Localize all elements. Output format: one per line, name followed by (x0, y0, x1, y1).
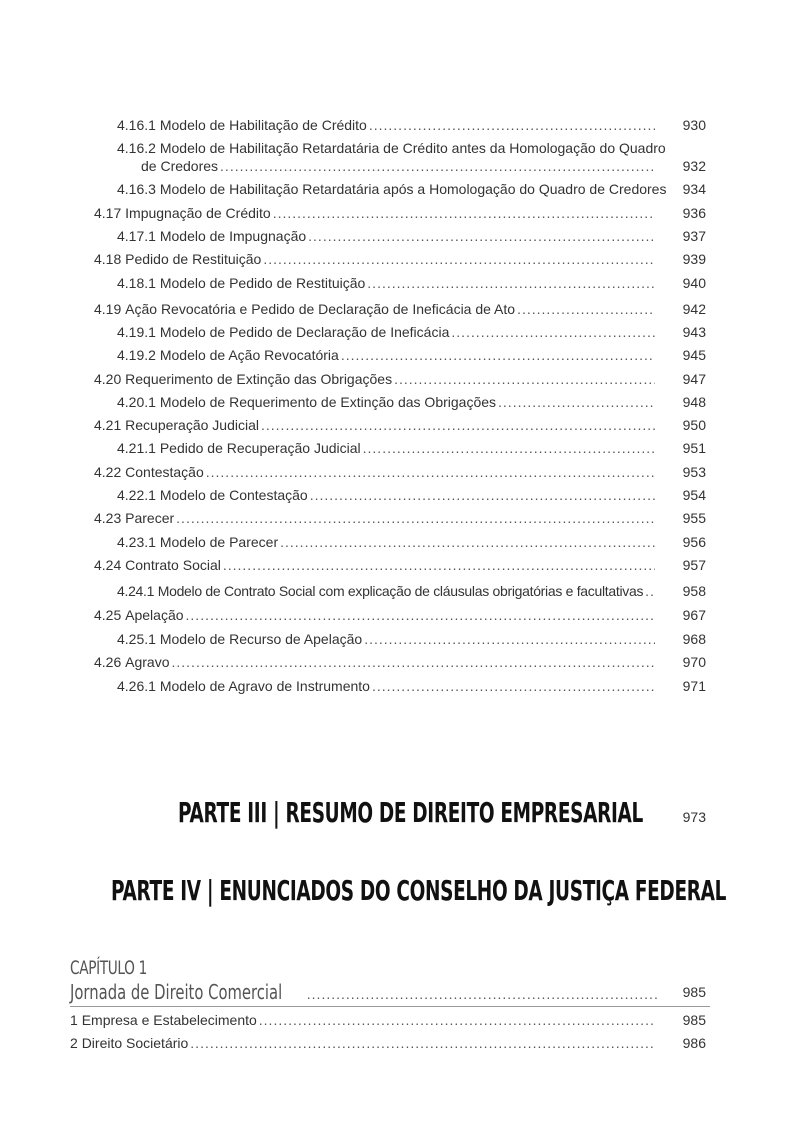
dot-leader (263, 250, 655, 268)
part-heading-page: 973 (682, 809, 706, 825)
chapter-page: 985 (682, 984, 706, 1000)
toc-entry-number: 4.20.1 (117, 394, 156, 410)
toc-entry-page: 955 (682, 510, 706, 526)
toc-entry-title: Modelo de Contrato Social com explicação de cláusulas obrigatórias e facultativas (157, 583, 644, 599)
toc-entry-number: 4.17.1 (117, 228, 156, 244)
toc-entry-number: 4.21 (94, 417, 122, 433)
dot-leader (186, 606, 655, 624)
toc-entry (94, 509, 657, 527)
toc-entry-page: 932 (682, 158, 706, 174)
toc-entry (117, 439, 657, 457)
toc-entry-number: 4.24 (94, 557, 122, 573)
dot-leader (451, 323, 655, 341)
toc-entry (94, 556, 657, 574)
toc-entry-title: Modelo de Parecer (159, 534, 279, 550)
toc-entry-number: 4.20 (94, 371, 122, 387)
toc-entry-number: 4.16.3 (117, 181, 156, 197)
toc-entry-page: 940 (682, 275, 706, 291)
toc-entry (117, 533, 657, 551)
toc-entry-page: 951 (682, 440, 706, 456)
toc-entry (94, 300, 657, 318)
toc-entry-title: Parecer (125, 510, 175, 526)
toc-entry-number: 2 (70, 1035, 78, 1051)
toc-entry (94, 463, 657, 481)
part-heading: PARTE III | RESUMO DE DIREITO EMPRESARIAL (178, 796, 643, 829)
dot-leader (364, 630, 655, 648)
dot-leader (341, 346, 655, 364)
dot-leader (307, 986, 658, 1002)
toc-entry-title: Pedido de Recuperação Judicial (159, 440, 361, 456)
toc-entry-number: 4.25.1 (117, 631, 156, 647)
dot-leader (261, 416, 655, 434)
toc-entry-page: 967 (682, 607, 706, 623)
dot-leader (273, 204, 655, 222)
toc-entry-page: 953 (682, 464, 706, 480)
toc-entry (117, 180, 667, 198)
toc-entry-page: 950 (682, 417, 706, 433)
toc-entry-page: 943 (682, 324, 706, 340)
toc-entry (117, 139, 666, 157)
toc-entry (94, 370, 657, 388)
toc-entry-number: 4.21.1 (117, 440, 156, 456)
part-heading: PARTE IV | ENUNCIADOS DO CONSELHO DA JUSTIÇA FEDERAL (111, 874, 727, 907)
toc-entry-number: 4.23.1 (117, 534, 156, 550)
dot-leader (363, 439, 655, 457)
toc-entry-page: 942 (682, 301, 706, 317)
toc-entry-page: 968 (682, 631, 706, 647)
toc-entry-page: 971 (682, 678, 706, 694)
toc-entry-title: Agravo (125, 654, 170, 670)
toc-entry-title: Modelo de Pedido de Restituição (159, 275, 366, 291)
toc-entry-page: 947 (682, 371, 706, 387)
dot-leader (310, 486, 655, 504)
toc-entry-number: 4.23 (94, 510, 122, 526)
toc-entry-number: 1 (70, 1012, 78, 1028)
toc-entry (117, 323, 657, 341)
toc-entry-title: Apelação (125, 607, 184, 623)
toc-entry-title: Contestação (125, 464, 204, 480)
toc-entry-title: Impugnação de Crédito (125, 205, 271, 221)
toc-entry-number: 4.19.2 (117, 347, 156, 363)
toc-entry-page: 945 (682, 347, 706, 363)
toc-entry-page: 957 (682, 557, 706, 573)
toc-entry-number: 4.16.2 (117, 140, 156, 156)
dot-leader (645, 582, 655, 600)
toc-entry-title: Modelo de Habilitação Retardatária após a Homologação do Quadro de Credores (159, 181, 667, 197)
toc-entry-title: Modelo de Habilitação de Crédito (159, 117, 367, 133)
toc-entry-number: 4.25 (94, 607, 122, 623)
toc-entry-title: Modelo de Impugnação (159, 228, 307, 244)
toc-entry (117, 393, 657, 411)
toc-entry-number: 4.26 (94, 654, 122, 670)
chapter-label: CAPÍTULO 1 (70, 957, 147, 979)
toc-entry (94, 204, 657, 222)
toc-entry-continuation (141, 157, 657, 175)
toc-entry (117, 677, 657, 695)
toc-entry-page: 937 (682, 228, 706, 244)
dot-leader (394, 370, 655, 388)
toc-entry-page: 954 (682, 487, 706, 503)
toc-entry-page: 970 (682, 654, 706, 670)
toc-entry (117, 346, 657, 364)
toc-entry-number: 4.17 (94, 205, 122, 221)
toc-entry-page: 948 (682, 394, 706, 410)
toc-entry-number: 4.19.1 (117, 324, 156, 340)
toc-entry-number: 4.22 (94, 464, 122, 480)
toc-entry-page: 958 (682, 583, 706, 599)
toc-entry-title: Recuperação Judicial (125, 417, 259, 433)
dot-leader (220, 157, 655, 175)
toc-entry-title: Requerimento de Extinção das Obrigações (125, 371, 393, 387)
toc-entry-page: 930 (682, 117, 706, 133)
toc-entry-title: Modelo de Contestação (159, 487, 308, 503)
toc-entry-title: Pedido de Restituição (125, 251, 262, 267)
dot-leader (369, 116, 655, 134)
dot-leader (259, 1011, 655, 1029)
toc-entry (94, 606, 657, 624)
toc-entry-page: 985 (682, 1012, 706, 1028)
toc-entry (94, 653, 657, 671)
toc-entry-number: 4.19 (94, 301, 122, 317)
chapter-title-row (70, 980, 658, 1004)
toc-entry-title: Modelo de Habilitação Retardatária de Crédito antes da Homologação do Quadro (159, 140, 666, 156)
toc-entry-page: 936 (682, 205, 706, 221)
toc-entry (70, 1034, 657, 1052)
toc-entry-title-continuation: de Credores (141, 158, 219, 174)
toc-entry-number: 4.22.1 (117, 487, 156, 503)
toc-entry-title: Ação Revocatória e Pedido de Declaração de Ineficácia de Ato (125, 301, 516, 317)
toc-entry-title: Modelo de Agravo de Instrumento (159, 678, 370, 694)
dot-leader (206, 463, 655, 481)
toc-entry-title: Modelo de Pedido de Declaração de Ineficácia (159, 324, 450, 340)
dot-leader (372, 677, 655, 695)
dot-leader (367, 274, 655, 292)
toc-entry-number: 4.24.1 (117, 583, 155, 599)
toc-entry (117, 486, 657, 504)
toc-entry-title: Direito Societário (81, 1035, 189, 1051)
toc-entry-title: Empresa e Estabelecimento (81, 1012, 257, 1028)
toc-entry (117, 630, 657, 648)
toc-entry-number: 4.18.1 (117, 275, 156, 291)
toc-entry (117, 274, 657, 292)
toc-entry-page: 956 (682, 534, 706, 550)
dot-leader (190, 1034, 655, 1052)
dot-leader (498, 393, 655, 411)
toc-entry-page: 939 (682, 251, 706, 267)
dot-leader (172, 653, 656, 671)
toc-entry-page: 934 (682, 181, 706, 197)
dot-leader (517, 300, 655, 318)
divider (70, 1006, 710, 1007)
toc-entry (117, 582, 657, 600)
toc-entry (117, 227, 657, 245)
toc-entry (117, 116, 657, 134)
dot-leader (280, 533, 655, 551)
toc-entry-number: 4.26.1 (117, 678, 156, 694)
toc-entry-title: Modelo de Recurso de Apelação (159, 631, 363, 647)
part-heading-row (178, 796, 658, 829)
toc-entry-title: Modelo de Ação Revocatória (159, 347, 339, 363)
toc-entry-title: Contrato Social (125, 557, 221, 573)
dot-leader (308, 227, 655, 245)
dot-leader (223, 556, 655, 574)
dot-leader (176, 509, 655, 527)
toc-entry-page: 986 (682, 1035, 706, 1051)
toc-entry (70, 1011, 657, 1029)
chapter-title: Jornada de Direito Comercial (70, 980, 283, 1004)
toc-entry (94, 416, 657, 434)
toc-entry (94, 250, 657, 268)
toc-entry-title: Modelo de Requerimento de Extinção das Obrigações (159, 394, 497, 410)
toc-entry-number: 4.18 (94, 251, 122, 267)
toc-entry-number: 4.16.1 (117, 117, 156, 133)
